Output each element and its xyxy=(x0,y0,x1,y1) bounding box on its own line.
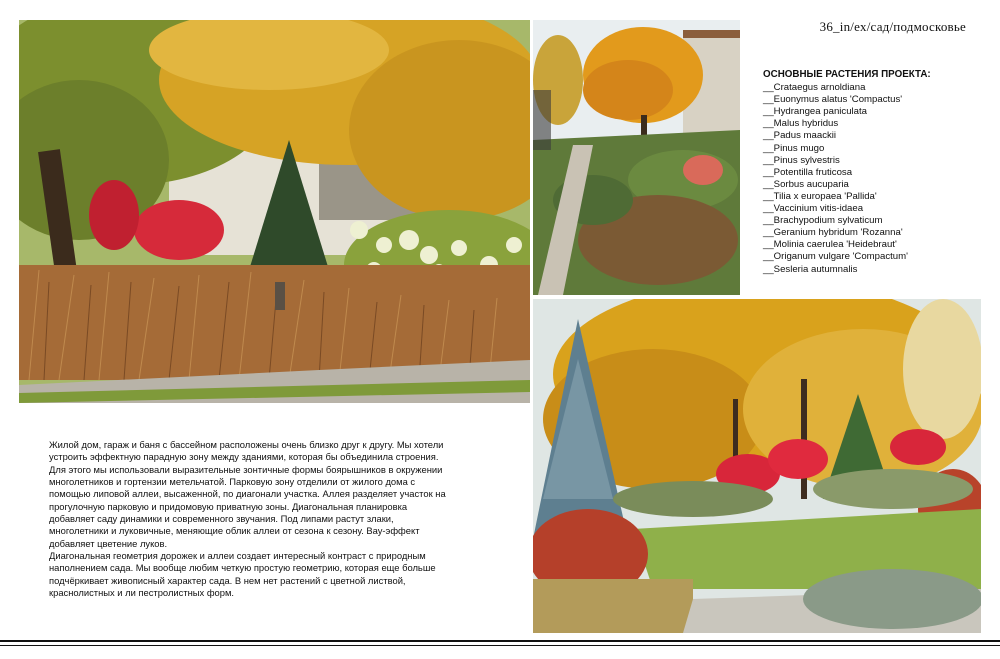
plant-list xyxy=(763,69,963,276)
plant-item: __Pinus mugo xyxy=(763,142,825,154)
article-text xyxy=(49,439,449,599)
article-paragraph: Диагональная геометрия дорожек и аллеи создает интересный контраст с природным наполнением сада. Мы вообще любим четкую простую геометрию, которая еще больше подчёркивает живописный характер сада. В нем нет растений с цветной листвой, краснолистных и ли пестролистных форм. xyxy=(49,550,436,599)
plant-item: __Crataegus arnoldiana xyxy=(763,82,866,94)
footer-rule-thin xyxy=(0,645,1000,646)
article-paragraph: Жилой дом, гараж и баня с бассейном расположены очень близко друг к другу. Мы хотели устроить эффектную парадную зону между зданиями, которая бы объединила строения. Для этого мы использовали выразительные зонтичные формы боярышников в окружении многолетников и гортензии метельчатой. Парковую зону отделили от жилого дома с помощью липовой аллеи, высаженной, по диагонали участка. Аллея разделяет участок на прогулочную парковую и придомовую приватную зоны. Диагональная планировка добавляет саду динамики и современного звучания. Под липами растут злаки, многолетники и луковичные, меняющие облик аллеи от сезона к сезону. Вау-эффект добавляет цветение луков. xyxy=(49,439,446,549)
plant-item: __Geranium hybridum 'Rozanna' xyxy=(763,227,903,239)
plant-item: __Malus hybridus xyxy=(763,118,839,130)
plant-list-title: ОСНОВНЫЕ РАСТЕНИЯ ПРОЕКТА: xyxy=(763,69,931,80)
plant-item: __Origanum vulgare 'Compactum' xyxy=(763,251,908,263)
plant-item: __Potentilla fruticosa xyxy=(763,166,853,178)
garden-photo-crataegus-path xyxy=(533,20,740,295)
plant-item: __Tilia x europaea 'Pallida' xyxy=(763,190,877,202)
garden-photo-grasses-hydrangeas xyxy=(19,20,530,403)
plant-item: __Euonymus alatus 'Compactus' xyxy=(763,94,903,106)
plant-item: __Sorbus aucuparia xyxy=(763,178,849,190)
plant-item: __Molinia caerulea 'Heidebraut' xyxy=(763,239,897,251)
plant-item: __Brachypodium sylvaticum xyxy=(763,215,883,227)
plant-item: __Pinus sylvestris xyxy=(763,154,840,166)
footer-rule xyxy=(0,640,1000,642)
plant-item: __Hydrangea paniculata xyxy=(763,106,868,118)
plant-item: __Padus maackii xyxy=(763,130,837,142)
plant-item: __Sesleria autumnalis xyxy=(763,263,858,275)
page-number: 36_in/ex/сад/подмосковье xyxy=(819,19,966,34)
garden-photo-lawn-autumn xyxy=(533,299,981,633)
plant-item: __Vaccinium vitis-idaea xyxy=(763,203,864,215)
plant-list-items xyxy=(763,82,963,276)
